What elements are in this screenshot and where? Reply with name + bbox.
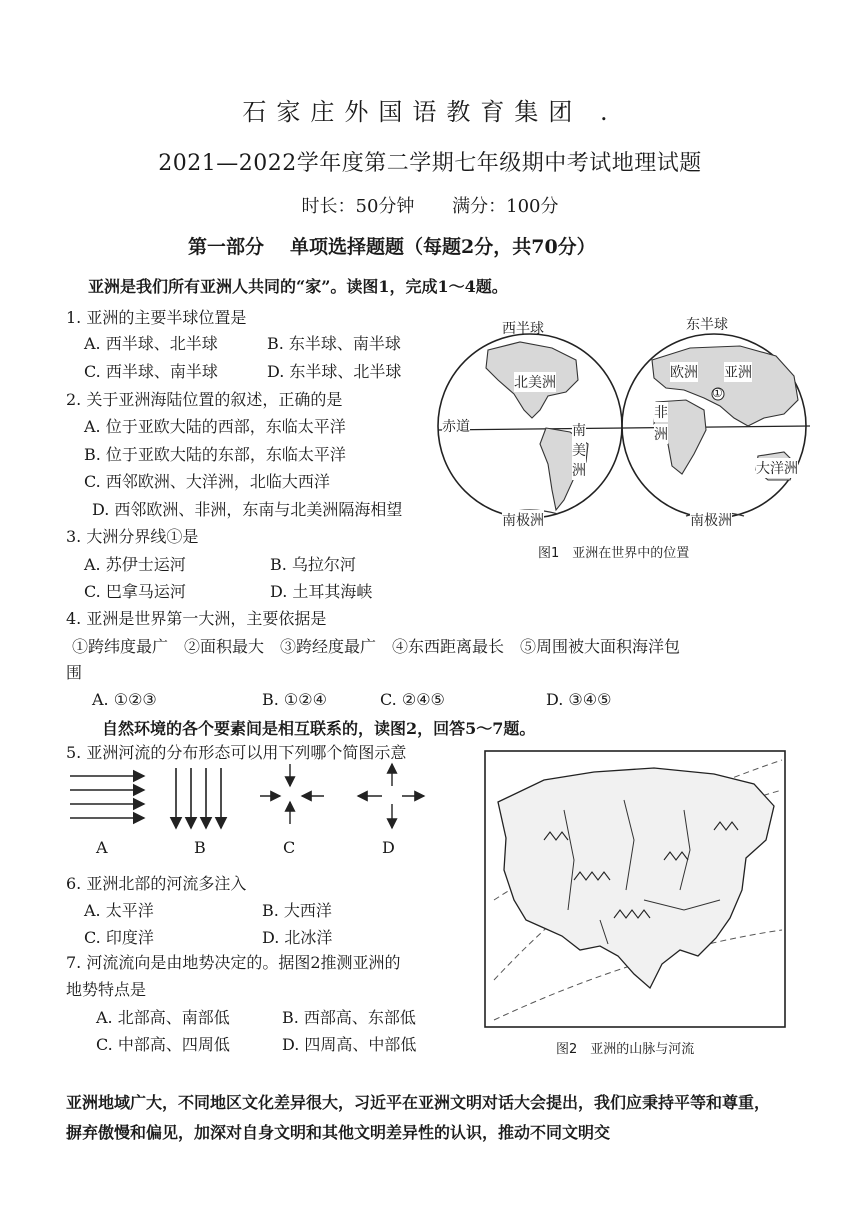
q2-option-b: B. 位于亚欧大陆的东部，东临太平洋 xyxy=(84,445,346,464)
label-marker-1: ① xyxy=(712,386,723,400)
section-title: 单项选择题题（每题2分，共70分） xyxy=(290,236,596,258)
question-2-stem: 2. 关于亚洲海陆位置的叙述，正确的是 xyxy=(66,390,343,409)
duration-text: 时长：50分钟 xyxy=(301,196,415,217)
label-europe: 欧洲 xyxy=(670,362,698,382)
label-oceania: 大洋洲 xyxy=(756,458,798,478)
passage-paragraph: 亚洲地域广大，不同地区文化差异很大，习近平在亚洲文明对话大会提出，我们应秉持平等和尊重，摒弃傲慢和偏见，加深对自身文明和其他文明差异性的认识，推动不同文明交 xyxy=(66,1093,771,1142)
q3-option-c: C. 巴拿马运河 xyxy=(84,582,186,601)
q4-items-cont: 围 xyxy=(66,663,83,682)
q4-option-b: B. ①②④ xyxy=(262,690,327,709)
q5-label-c: C xyxy=(283,838,296,857)
label-south-america-1: 南 xyxy=(572,420,586,440)
question-5-stem: 5. 亚洲河流的分布形态可以用下列哪个简图示意 xyxy=(66,743,407,762)
q7-option-a: A. 北部高、南部低 xyxy=(96,1008,230,1027)
question-7-stem-cont: 地势特点是 xyxy=(66,980,147,999)
q6-option-a: A. 太平洋 xyxy=(84,901,154,920)
question-1-stem: 1. 亚洲的主要半球位置是 xyxy=(66,308,247,327)
q1-option-a: A. 西半球、北半球 xyxy=(84,334,218,353)
q7-option-d: D. 四周高、中部低 xyxy=(282,1035,417,1054)
question-4-stem: 4. 亚洲是世界第一大洲，主要依据是 xyxy=(66,609,327,628)
q5-label-b: B xyxy=(194,838,206,857)
pattern-d-arrows xyxy=(358,764,424,828)
figure-1-caption: 图1 亚洲在世界中的位置 xyxy=(538,546,690,561)
q2-option-c: C. 西邻欧洲、大洋洲，北临大西洋 xyxy=(84,472,330,491)
label-equator: 赤道 xyxy=(442,416,470,436)
q1-option-c: C. 西半球、南半球 xyxy=(84,362,218,381)
q5-label-d: D xyxy=(382,838,395,857)
label-africa-2: 洲 xyxy=(654,424,668,444)
river-pattern-diagrams xyxy=(66,762,426,842)
label-antarctica-west: 南极洲 xyxy=(502,510,544,530)
q7-option-b: B. 西部高、东部低 xyxy=(282,1008,416,1027)
label-antarctica-east: 南极洲 xyxy=(690,510,732,530)
q4-option-a: A. ①②③ xyxy=(92,690,157,709)
q4-option-c: C. ②④⑤ xyxy=(380,690,445,709)
q2-option-d: D. 西邻欧洲、非洲，东南与北美洲隔海相望 xyxy=(92,500,403,519)
q2-option-a: A. 位于亚欧大陆的西部，东临太平洋 xyxy=(84,417,346,436)
question-7-stem: 7. 河流流向是由地势决定的。据图2推测亚洲的 xyxy=(66,953,401,972)
intro-2: 自然环境的各个要素间是相互联系的，读图2，回答5～7题。 xyxy=(102,719,536,738)
section-heading xyxy=(188,232,596,259)
pattern-c-arrows xyxy=(260,764,324,824)
school-name: 石家庄外国语教育集团 . xyxy=(242,98,618,126)
pattern-b-arrows xyxy=(176,768,221,828)
q5-label-a: A xyxy=(96,838,108,857)
section-label: 第一部分 xyxy=(188,236,265,258)
q1-option-d: D. 东半球、北半球 xyxy=(267,362,402,381)
q6-option-c: C. 印度洋 xyxy=(84,928,154,947)
question-6-stem: 6. 亚洲北部的河流多注入 xyxy=(66,874,247,893)
equator-line xyxy=(438,426,810,430)
q6-option-d: D. 北冰洋 xyxy=(262,928,333,947)
label-africa-1: 非 xyxy=(654,402,668,422)
q4-items: ①跨纬度最广 ②面积最大 ③跨经度最广 ④东西距离最长 ⑤周围被大面积海洋包 xyxy=(72,637,681,656)
q7-option-c: C. 中部高、四周低 xyxy=(96,1035,230,1054)
label-asia: 亚洲 xyxy=(724,362,752,382)
pattern-a-arrows xyxy=(70,776,144,818)
exam-title: 2021—2022学年度第二学期七年级期中考试地理试题 xyxy=(158,151,702,176)
question-3-stem: 3. 大洲分界线①是 xyxy=(66,527,199,546)
q6-option-b: B. 大西洋 xyxy=(262,901,332,920)
intro-1: 亚洲是我们所有亚洲人共同的“家”。读图1，完成1～4题。 xyxy=(88,277,508,296)
label-north-america: 北美洲 xyxy=(514,372,556,392)
q1-option-b: B. 东半球、南半球 xyxy=(267,334,401,353)
figure-2-asia-map xyxy=(484,750,786,1028)
q3-option-d: D. 土耳其海峡 xyxy=(270,582,373,601)
label-south-america-3: 洲 xyxy=(572,460,586,480)
label-eastern-hemisphere: 东半球 xyxy=(686,317,728,333)
q3-option-b: B. 乌拉尔河 xyxy=(270,555,356,574)
q3-option-a: A. 苏伊士运河 xyxy=(84,555,186,574)
figure-1-hemispheres-map xyxy=(428,314,824,536)
label-south-america-2: 美 xyxy=(572,440,586,460)
exam-meta xyxy=(0,192,860,218)
q4-option-d: D. ③④⑤ xyxy=(546,690,612,709)
score-text: 满分：100分 xyxy=(452,196,559,217)
figure-2-caption: 图2 亚洲的山脉与河流 xyxy=(556,1042,695,1057)
label-western-hemisphere: 西半球 xyxy=(502,321,544,337)
